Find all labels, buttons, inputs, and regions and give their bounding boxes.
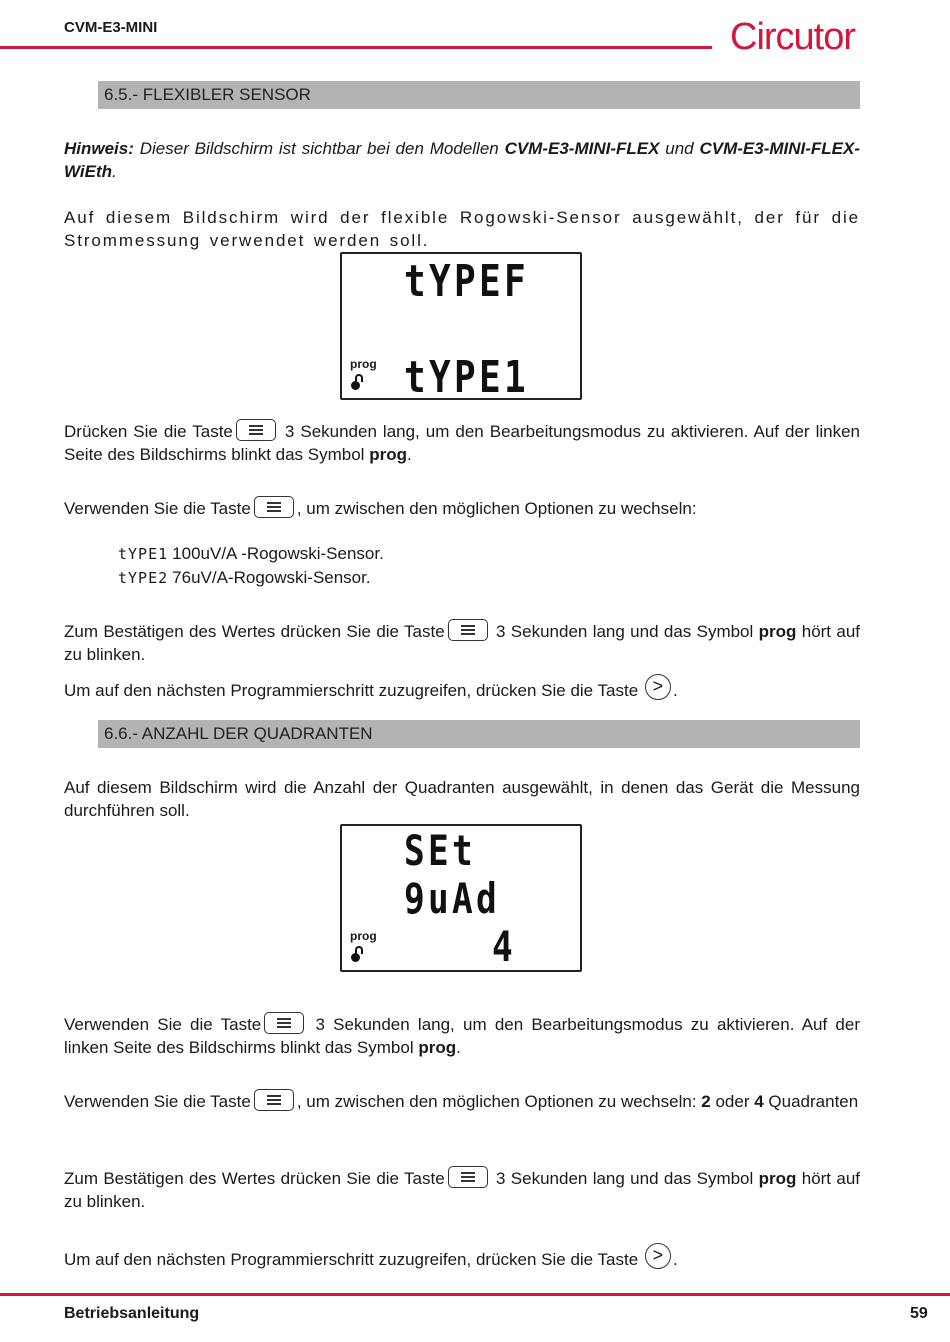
header-divider <box>0 46 712 49</box>
option-list <box>118 542 384 590</box>
next-key-icon: > <box>645 1243 671 1269</box>
lcd-line-3: 4 <box>492 922 517 971</box>
document-title: CVM-E3-MINI <box>64 19 158 36</box>
brand-logo: Circutor <box>730 16 856 58</box>
menu-key-icon <box>264 1012 304 1034</box>
lock-icon <box>350 946 366 966</box>
intro-paragraph: Auf diesem Bildschirm wird der flexible Rogowski-Sensor ausgewählt, der für die Strommessung verwendet werden soll. <box>64 208 860 250</box>
section-heading-quadrants: 6.6.- ANZAHL DER QUADRANTEN <box>98 720 860 748</box>
list-item: tYPE2 76uV/A-Rogowski-Sensor. <box>118 568 371 587</box>
page-number: 59 <box>910 1305 928 1322</box>
lcd-display-quadrants <box>340 824 582 972</box>
list-item: tYPE1 100uV/A -Rogowski-Sensor. <box>118 544 384 563</box>
intro-paragraph: Auf diesem Bildschirm wird die Anzahl der Quadranten ausgewählt, in denen das Gerät die Messung durchführen soll. <box>64 778 860 820</box>
lock-icon <box>350 374 366 394</box>
lcd-line-1: tYPEF <box>404 256 530 307</box>
lcd-line-1: SEt <box>404 826 477 875</box>
paragraph-next-step: Um auf den nächsten Programmierschritt zuzugreifen, drücken Sie die Taste > . <box>64 676 678 700</box>
section-heading-flex-sensor: 6.5.- FLEXIBLER SENSOR <box>98 81 860 109</box>
prog-label: prog <box>350 929 377 943</box>
footer-divider <box>0 1293 950 1296</box>
lcd-line-2: tYPE1 <box>404 352 530 403</box>
note-label: Hinweis: <box>64 139 134 158</box>
paragraph-confirm: Zum Bestätigen des Wertes drücken Sie die Taste 3 Sekunden lang und das Symbol prog hört auf zu blinken. <box>64 1166 860 1213</box>
paragraph-edit-mode: Verwenden Sie die Taste 3 Sekunden lang, um den Bearbeitungsmodus zu aktivieren. Auf der linken Seite des Bildschirms blinkt das Symbol prog. <box>64 1012 860 1059</box>
menu-key-icon <box>448 1166 488 1188</box>
note-paragraph: Hinweis: Dieser Bildschirm ist sichtbar bei den Modellen CVM-E3-MINI-FLEX und CVM-E3-MINI-FLEX-WiEth. <box>64 139 861 181</box>
paragraph-switch-options: Verwenden Sie die Taste , um zwischen den möglichen Optionen zu wechseln: <box>64 496 860 520</box>
menu-key-icon <box>254 496 294 518</box>
prog-label: prog <box>350 357 377 371</box>
menu-key-icon <box>236 419 276 441</box>
paragraph-edit-mode: Drücken Sie die Taste 3 Sekunden lang, um den Bearbeitungsmodus zu aktivieren. Auf der linken Seite des Bildschirms blinkt das Symbol prog. <box>64 419 860 466</box>
lcd-line-2: 9uAd <box>404 874 501 923</box>
footer-title: Betriebsanleitung <box>64 1305 200 1322</box>
menu-key-icon <box>448 619 488 641</box>
paragraph-confirm: Zum Bestätigen des Wertes drücken Sie die Taste 3 Sekunden lang und das Symbol prog hört auf zu blinken. <box>64 619 860 666</box>
paragraph-switch-options: Verwenden Sie die Taste , um zwischen den möglichen Optionen zu wechseln: 2 oder 4 Quadranten <box>64 1089 860 1113</box>
paragraph-next-step: Um auf den nächsten Programmierschritt zuzugreifen, drücken Sie die Taste > . <box>64 1245 678 1269</box>
lcd-display-type <box>340 252 582 403</box>
model-name: CVM-E3-MINI-FLEX <box>504 139 660 158</box>
menu-key-icon <box>254 1089 294 1111</box>
model-name: CVM-E3-MINI-FLEX-WiEth <box>64 139 861 181</box>
next-key-icon: > <box>645 674 671 700</box>
